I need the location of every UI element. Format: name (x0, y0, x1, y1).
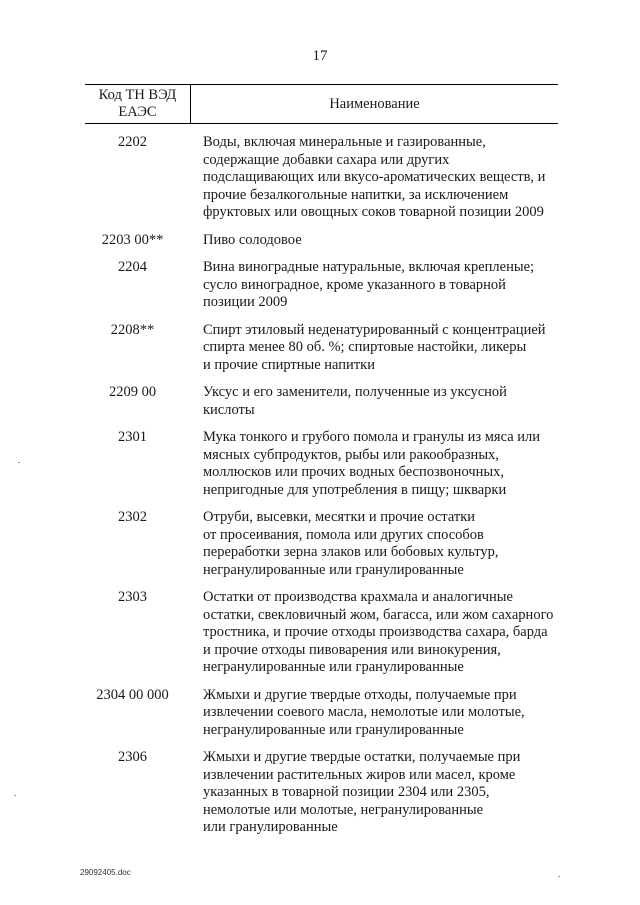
description-line: немолотые или молотые, негранулированные (203, 801, 484, 818)
description-line: указанных в товарной позиции 2304 или 2305, (203, 784, 490, 800)
table-row (85, 509, 558, 579)
description-line: извлечении соевого масла, немолотые или молотые, (203, 704, 525, 720)
description-line: моллюсков или прочих водных беспозвоночных, (203, 464, 504, 480)
product-description (203, 749, 558, 837)
description-line: Воды, включая минеральные и газированные, (203, 134, 486, 150)
description-line: негранулированные или гранулированные (203, 721, 464, 738)
table-row (85, 259, 558, 312)
description-line: содержащие добавки сахара или других (203, 151, 450, 168)
description-line: негранулированные или гранулированные (203, 659, 464, 675)
header-code-line1: Код ТН ВЭД (98, 87, 177, 103)
description-line: непригодные для употребления в пищу; шкварки (203, 481, 507, 498)
hs-code: 2202 (118, 134, 147, 150)
table-row (85, 384, 558, 419)
hs-code: 2208** (110, 321, 155, 338)
scan-speck (14, 795, 16, 796)
header-name-column: Наименование (329, 96, 420, 112)
table-row (85, 687, 558, 740)
description-line: подслащивающих или вкусо-ароматических веществ, и (203, 169, 546, 185)
description-line: или гранулированные (203, 819, 338, 835)
hs-code: 2209 00 (108, 384, 157, 400)
product-description (203, 384, 558, 419)
description-line: переработки зерна злаков или бобовых культур, (203, 544, 499, 560)
scan-speck (558, 876, 560, 877)
description-line: Жмыхи и другие твердые остатки, получаемые при (203, 749, 521, 765)
header-code-line2: ЕАЭС (118, 104, 157, 120)
product-description (203, 687, 558, 740)
table-row (85, 322, 558, 375)
description-line: негранулированные или гранулированные (203, 561, 464, 578)
product-description (203, 509, 558, 579)
hs-code: 2204 (118, 259, 147, 275)
table-header (85, 84, 558, 124)
description-line: от просеивания, помола или других способов (203, 526, 484, 543)
table-row (85, 749, 558, 837)
description-line: Спирт этиловый неденатурированный с концентрацией (203, 321, 546, 338)
description-line: Вина виноградные натуральные, включая крепленые; (203, 259, 535, 275)
table-row (85, 589, 558, 677)
product-description (203, 259, 558, 312)
description-line: фруктовых или овощных соков товарной позиции 2009 (203, 204, 544, 220)
table-body (85, 134, 558, 847)
description-line: мясных субпродуктов, рыбы или ракообразных, (203, 446, 499, 463)
hs-code: 2301 (118, 429, 147, 445)
hs-code: 2203 00** (101, 231, 164, 248)
description-line: остатки, свекловичный жом, багасса, или жом сахарного (203, 606, 554, 623)
table-row (85, 134, 558, 222)
description-line: Отруби, высевки, месятки и прочие остатки (203, 509, 476, 525)
description-line: Пиво солодовое (203, 231, 302, 248)
description-line: кислоты (203, 401, 255, 418)
page-number: 17 (312, 48, 328, 64)
description-line: позиции 2009 (203, 294, 288, 310)
product-description (203, 322, 558, 375)
product-description (203, 429, 558, 499)
description-line: и прочие отходы пивоварения или винокурения, (203, 641, 501, 658)
description-line: Остатки от производства крахмала и аналогичные (203, 589, 513, 605)
hs-code: 2306 (118, 749, 147, 765)
description-line: Мука тонкого и грубого помола и гранулы из мяса или (203, 429, 541, 445)
product-description (203, 232, 558, 250)
description-line: прочие безалкогольные напитки, за исключением (203, 186, 509, 203)
description-line: извлечении растительных жиров или масел, кроме (203, 766, 516, 783)
hs-code: 2303 (118, 589, 147, 605)
hs-code: 2304 00 000 (96, 686, 169, 703)
description-line: Уксус и его заменители, полученные из уксусной (203, 384, 507, 400)
description-line: и прочие спиртные напитки (203, 356, 375, 373)
product-description (203, 589, 558, 677)
scan-speck (18, 462, 20, 463)
hs-code: 2302 (118, 509, 147, 525)
description-line: тростника, и прочие отходы производства сахара, барда (203, 624, 548, 640)
description-line: Жмыхи и другие твердые отходы, получаемые при (203, 686, 517, 703)
description-line: спирта менее 80 об. %; спиртовые настойки, ликеры (203, 339, 527, 355)
header-code-column (85, 85, 191, 123)
table-row (85, 429, 558, 499)
description-line: сусло виноградное, кроме указанного в товарной (203, 276, 506, 293)
product-description (203, 134, 558, 222)
footer-filename: 29092405.doc (80, 868, 131, 877)
table-row (85, 232, 558, 250)
